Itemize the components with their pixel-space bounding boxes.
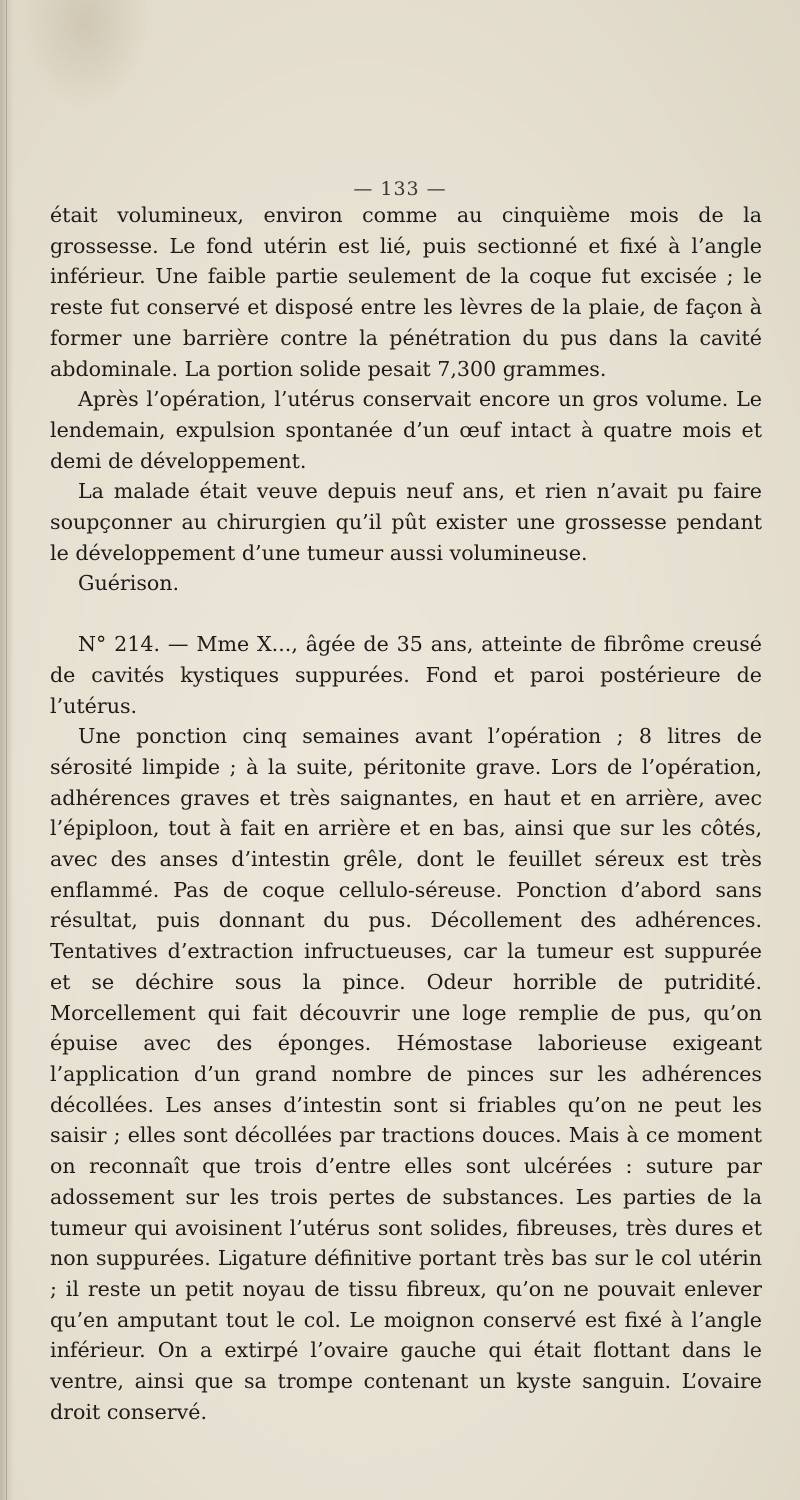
case-separator — [50, 599, 762, 629]
case-214-description: Une ponction cinq semaines avant l’opération ; 8 litres de sérosité limpide ; à la suite, péritonite grave. Lors de l’opération, adhérences graves et très saignantes, en haut et en arrière, avec l’épiploon, tout à fait en arrière et en bas, ainsi que sur les côtés, avec des anses d’intestin grêle, dont le feuillet séreux est très enflammé. Pas de coque cellulo-séreuse. Ponction d’abord sans résultat, puis donnant du pus. Décollement des adhérences. Tentatives d’extraction infructueuses, car la tumeur est suppurée et se déchire sous la pince. Odeur horrible de putridité. Morcellement qui fait découvrir une loge remplie de pus, qu’on épuise avec des éponges. Hémostase laborieuse exigeant l’application d’un grand nombre de pinces sur les adhérences décollées. Les anses d’intestin sont si friables qu’on ne peut les saisir ; elles sont décollées par tractions douces. Mais à ce moment on reconnaît que trois d’entre elles sont ulcérées : suture par adossement sur les trois pertes de substances. Les parties de la tumeur qui avoisinent l’utérus sont solides, fibreuses, très dures et non suppurées. Ligature définitive portant très bas sur le col utérin ; il reste un petit noyau de tissu fibreux, qu’on ne pouvait enlever qu’en amputant tout le col. Le moignon conservé est fixé à l’angle inférieur. On a extirpé l’ovaire gauche qui était flottant dans le ventre, ainsi que sa trompe contenant un kyste sanguin. L’ovaire droit conservé. — [50, 724, 762, 1424]
case-214-heading: N° 214. — Mme X..., âgée de 35 ans, atteinte de fibrôme creusé de cavités kystiques suppurées. Fond et paroi postérieure de l’utérus. — [50, 632, 762, 718]
paragraph-patient-widow: La malade était veuve depuis neuf ans, et rien n’avait pu faire soupçonner au chirurgien qu’il pût exister une grossesse pendant le développement d’une tumeur aussi volumineuse. — [50, 479, 762, 565]
body-text — [50, 200, 762, 1427]
paragraph-continuation: était volumineux, environ comme au cinquième mois de la grossesse. Le fond utérin est lié, puis sectionné et fixé à l’angle inférieur. Une faible partie seulement de la coque fut excisée ; le reste fut conservé et disposé entre les lèvres de la plaie, de façon à former une barrière contre la pénétration du pus dans la cavité abdominale. La portion solide pesait 7,300 grammes. — [50, 203, 762, 381]
binding-edge — [6, 0, 7, 1500]
paragraph-after-operation: Après l’opération, l’utérus conservait encore un gros volume. Le lendemain, expulsion spontanée d’un œuf intact à quatre mois et demi de développement. — [50, 387, 762, 473]
page-number: — 133 — — [353, 178, 447, 200]
page-gutter-shadow — [0, 0, 14, 1500]
paper-stain — [20, 0, 150, 110]
paragraph-outcome: Guérison. — [78, 571, 180, 596]
